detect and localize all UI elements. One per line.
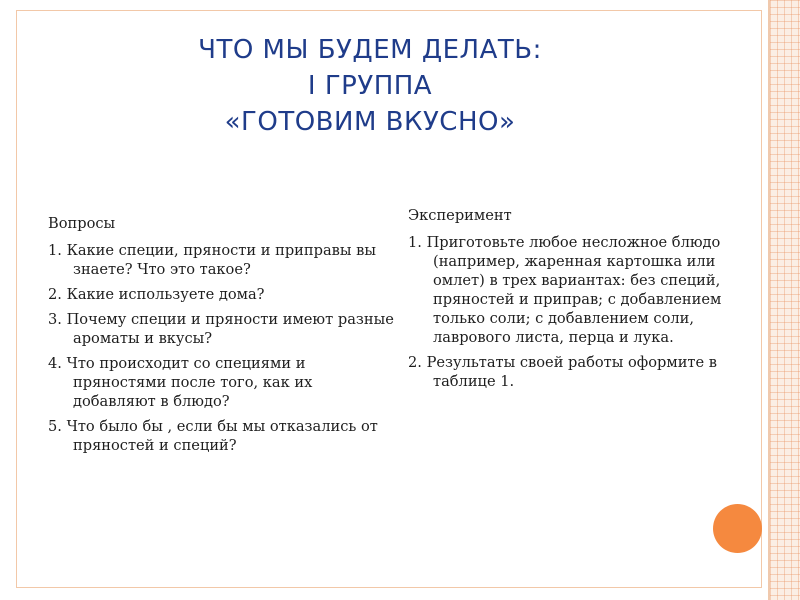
experiment-column [408, 206, 748, 397]
experiment-item-1: 1. Приготовьте любое несложное блюдо (например, жаренная картошка или омлет) в трех вариантах: без специй, пряностей и приправ; с добавлением только соли; с добавлением соли, лаврового листа, перца и лука. [408, 234, 722, 346]
experiment-item-2: 2. Результаты своей работы оформите в таблице 1. [408, 354, 717, 390]
question-item-2: 2. Какие используете дома? [48, 286, 265, 303]
questions-heading: Вопросы [48, 215, 116, 232]
question-item-4: 4. Что происходит со специями и пряностями после того, как их добавляют в блюдо? [48, 355, 313, 410]
title-line-1: ЧТО МЫ БУДЕМ ДЕЛАТЬ: [198, 35, 542, 65]
decorative-orange-circle [713, 504, 762, 553]
title-line-2: I ГРУППА [307, 71, 433, 101]
question-item-3: 3. Почему специи и пряности имеют разные ароматы и вкусы? [48, 311, 394, 347]
experiment-heading: Эксперимент [408, 207, 512, 224]
question-item-1: 1. Какие специи, пряности и приправы вы знаете? Что это такое? [48, 242, 376, 278]
edge-divider [768, 0, 770, 600]
edge-pattern [770, 0, 800, 600]
title-line-3: «ГОТОВИМ ВКУСНО» [224, 107, 516, 137]
question-item-5: 5. Что было бы , если бы мы отказались от пряностей и специй? [48, 418, 378, 454]
questions-column [48, 214, 398, 461]
slide-title [60, 32, 680, 140]
